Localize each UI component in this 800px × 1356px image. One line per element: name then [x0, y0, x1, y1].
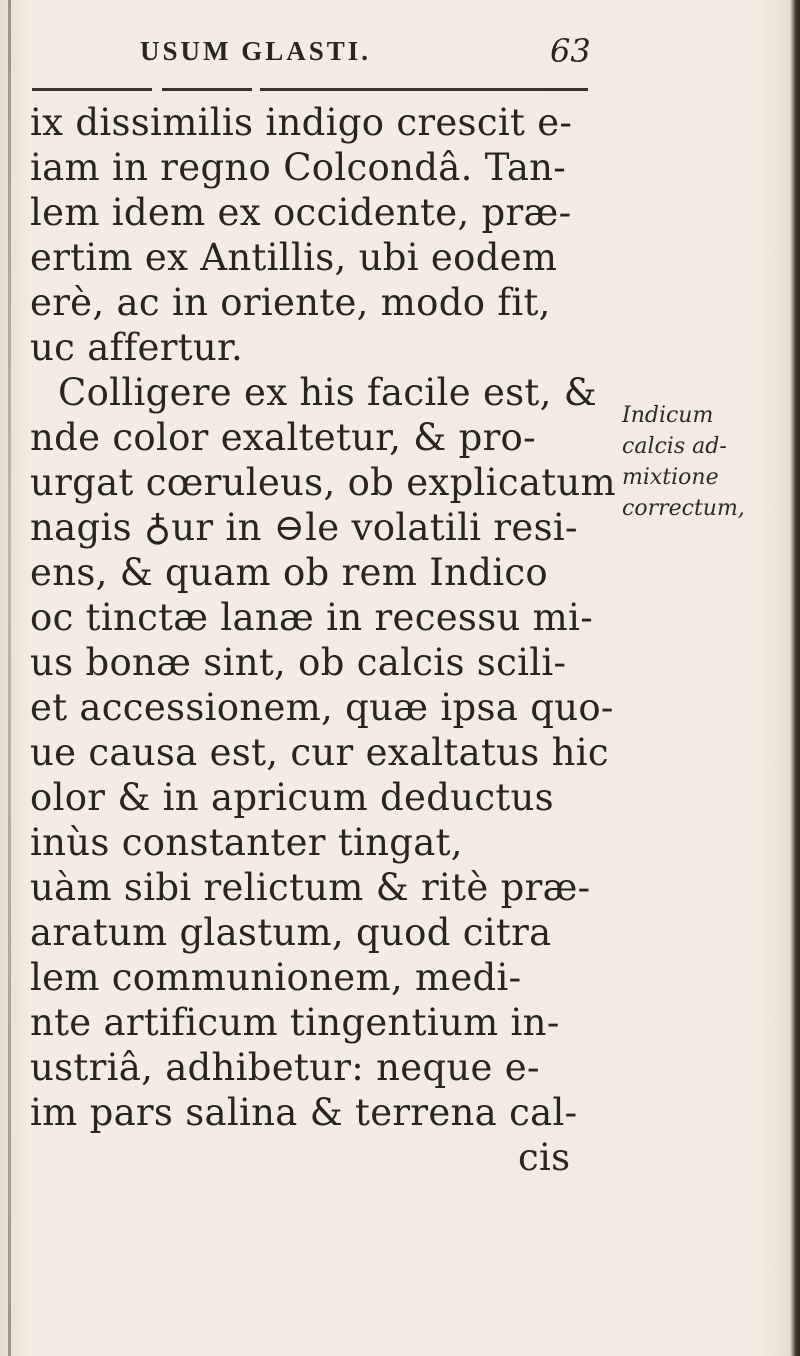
- page-number: 63: [550, 32, 591, 70]
- catchword: cis: [518, 1136, 571, 1179]
- text-line: lem idem ex occidente, præ-: [30, 191, 572, 234]
- text-line: olor & in apricum deductus: [30, 776, 554, 819]
- text-line: erè, ac in oriente, modo fit,: [30, 281, 551, 324]
- margin-note: [622, 400, 797, 524]
- text-line: nde color exaltetur, & pro-: [30, 416, 536, 459]
- text-line: nagis ♁ur in ⊖le volatili resi-: [30, 506, 578, 549]
- text-line: ens, & quam ob rem Indico: [30, 551, 548, 594]
- margin-note-line: correctum,: [622, 496, 745, 521]
- margin-note-line: mixtione: [622, 465, 719, 490]
- text-line: aratum glastum, quod citra: [30, 911, 552, 954]
- page-header: [140, 30, 610, 80]
- text-line: ertim ex Antillis, ubi eodem: [30, 236, 558, 279]
- text-line: uàm sibi relictum & ritè præ-: [30, 866, 591, 909]
- text-line: et accessionem, quæ ipsa quo-: [30, 686, 614, 729]
- text-line: iam in regno Colcondâ. Tan-: [30, 146, 567, 189]
- text-line: us bonæ sint, ob calcis scili-: [30, 641, 567, 684]
- text-line: nte artificum tingentium in-: [30, 1001, 560, 1044]
- running-head: USUM GLASTI.: [140, 36, 372, 66]
- text-line: ix dissimilis indigo crescit e-: [30, 101, 573, 144]
- text-line: uc affertur.: [30, 326, 244, 369]
- text-line: Colligere ex his facile est, &: [58, 371, 597, 414]
- binding-gutter: [8, 0, 11, 1356]
- text-line: inùs constanter tingat,: [30, 821, 463, 864]
- header-rule: [32, 88, 588, 91]
- margin-note-line: Indicum: [622, 403, 714, 428]
- text-line: oc tinctæ lanæ in recessu mi-: [30, 596, 593, 639]
- text-line: im pars salina & terrena cal-: [30, 1091, 578, 1134]
- main-text-block: [30, 100, 616, 1180]
- text-line: lem communionem, medi-: [30, 956, 522, 999]
- text-line: ustriâ, adhibetur: neque e-: [30, 1046, 540, 1089]
- text-line: urgat cœruleus, ob explicatum: [30, 461, 616, 504]
- margin-note-line: calcis ad-: [622, 434, 727, 459]
- text-line: ue causa est, cur exaltatus hic: [30, 731, 609, 774]
